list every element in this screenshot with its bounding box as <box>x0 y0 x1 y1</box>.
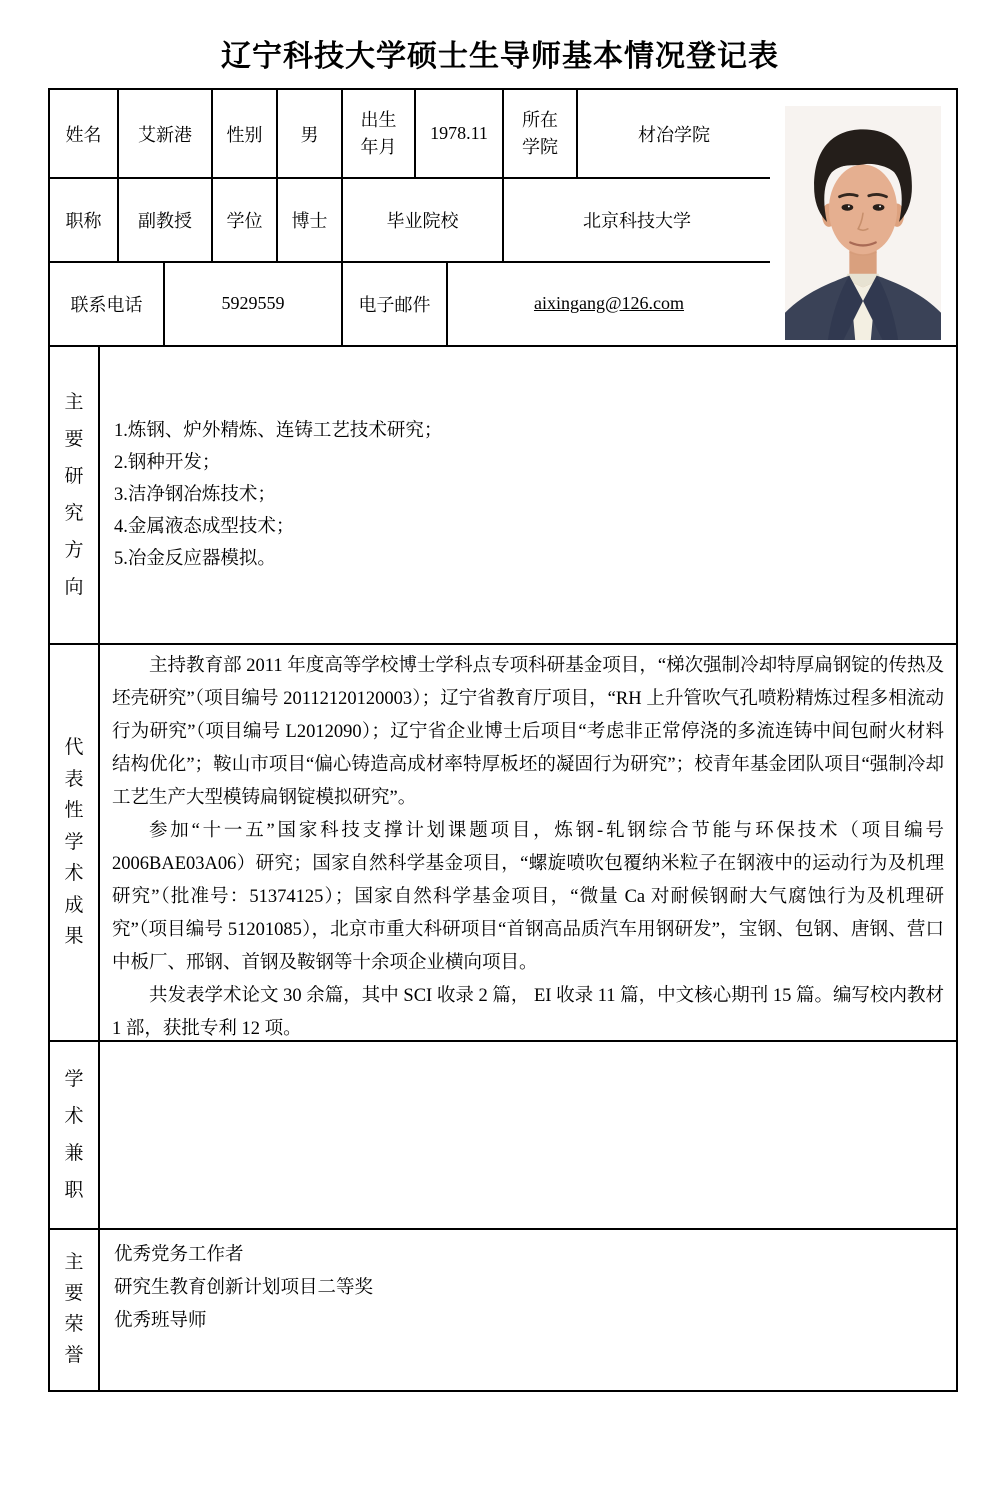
positions-label: 学术兼职 <box>64 1068 84 1202</box>
list-item: 2.钢种开发； <box>114 452 221 473</box>
research-label-cell <box>50 347 100 643</box>
table-row <box>50 90 770 179</box>
graduate-school-label: 毕业院校 <box>343 179 504 260</box>
list-item: 3.洁净钢冶炼技术； <box>114 484 276 505</box>
achievements-label: 代表性学术成果 <box>64 737 84 948</box>
phone-value: 5929559 <box>165 263 343 345</box>
honors-label-cell <box>50 1230 100 1390</box>
college-value: 材冶学院 <box>638 124 710 145</box>
email-value <box>448 263 770 345</box>
graduate-school-value: 北京科技大学 <box>583 210 691 231</box>
section-honors <box>50 1230 956 1390</box>
college-label: 所在学院 <box>504 90 578 177</box>
table-row <box>50 263 770 345</box>
list-item: 研究生教育创新计划项目二等奖 <box>114 1278 374 1298</box>
section-research <box>50 347 956 645</box>
photo-cell <box>770 90 956 345</box>
honors-content <box>100 1230 956 1390</box>
research-label: 主要研究方向 <box>64 391 84 599</box>
email-label: 电子邮件 <box>343 263 448 345</box>
section-positions <box>50 1042 956 1230</box>
research-content <box>100 347 956 643</box>
job-title-value: 副教授 <box>119 179 213 260</box>
list-item: 优秀班导师 <box>114 1311 207 1331</box>
header-fields <box>50 90 770 345</box>
positions-content <box>100 1042 956 1228</box>
honors-label: 主要荣誉 <box>64 1252 84 1366</box>
list-item: 优秀党务工作者 <box>114 1245 244 1265</box>
degree-value: 博士 <box>278 179 343 260</box>
email-link[interactable]: aixingang@126.com <box>533 293 685 314</box>
paragraph: 主持教育部 2011 年度高等学校博士学科点专项科研基金项目，“梯次强制冷却特厚扁钢锭的传热及坯壳研究”（项目编号 20112120120003）；辽宁省教育厅项目，“RH 上升管吹气孔喷粉精炼过程多相流动行为研究”（项目编号 L2012090）；辽宁省企业博士后项目“考虑非正常停浇的多流连铸中间包耐火材料结构优化”；鞍山市项目“偏心铸造高成材率特厚板坯的凝固行为研究”；校青年基金团队项目“强制冷却工艺生产大型模铸扁钢锭模拟研究”。 <box>112 656 944 808</box>
list-item: 1.炼钢、炉外精炼、连铸工艺技术研究； <box>114 420 443 441</box>
header-block <box>50 90 956 347</box>
gender-label: 性别 <box>213 90 278 177</box>
paragraph: 共发表学术论文 30 余篇，其中 SCI 收录 2 篇， EI 收录 11 篇，中文核心期刊 15 篇。编写校内教材 1 部，获批专利 12 项。 <box>112 986 944 1039</box>
paragraph: 参加“十一五”国家科技支撑计划课题项目，炼钢-轧钢综合节能与环保技术（项目编号 2006BAE03A06）研究；国家自然科学基金项目，“螺旋喷吹包覆纳米粒子在钢液中的运动行为及机理研究”（批准号：51374125）；国家自然科学基金项目，“微量 Ca 对耐候钢耐大气腐蚀行为及机理研究”（项目编号 51201085），北京市重大科研项目“首钢高品质汽车用钢研发”，宝钢、包钢、唐钢、营口中板厂、邢钢、首钢及鞍钢等十余项企业横向项目。 <box>112 821 944 973</box>
birth-value: 1978.11 <box>416 90 504 177</box>
section-achievements <box>50 645 956 1042</box>
degree-label: 学位 <box>213 179 278 260</box>
gender-value: 男 <box>278 90 343 177</box>
achievements-content <box>100 645 956 1040</box>
name-label: 姓名 <box>50 90 119 177</box>
list-item: 5.冶金反应器模拟。 <box>114 549 276 570</box>
job-title-label: 职称 <box>50 179 119 260</box>
phone-label: 联系电话 <box>50 263 165 345</box>
page-title: 辽宁科技大学硕士生导师基本情况登记表 <box>221 40 779 73</box>
achievements-label-cell <box>50 645 100 1040</box>
list-item: 4.金属液态成型技术； <box>114 517 295 538</box>
id-photo <box>785 105 941 341</box>
positions-label-cell <box>50 1042 100 1228</box>
birth-label: 出生年月 <box>343 90 416 177</box>
name-value: 艾新港 <box>119 90 213 177</box>
form-table <box>48 88 958 1392</box>
table-row <box>50 179 770 262</box>
